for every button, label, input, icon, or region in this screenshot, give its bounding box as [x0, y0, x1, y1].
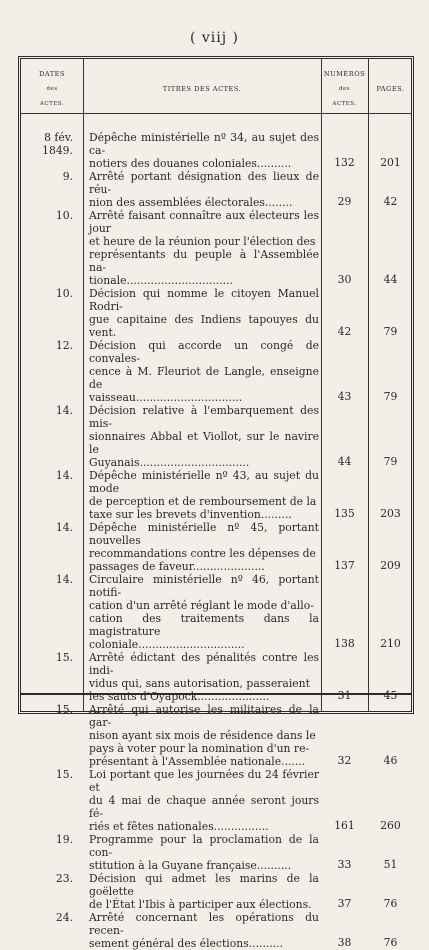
- act-title-line: notiers des douanes coloniales..........: [89, 157, 292, 170]
- act-number: 37: [337, 897, 352, 910]
- act-number: 29: [337, 195, 352, 208]
- act-number: 30: [337, 273, 352, 286]
- act-date: 14.: [55, 469, 73, 482]
- table-body: [21, 131, 411, 950]
- act-title-line: Arrêté qui autorise les militaires de la gar-: [89, 703, 319, 729]
- act-date: 12.: [55, 339, 73, 352]
- act-title-line: Dépêche ministérielle nº 34, au sujet des ca-: [89, 131, 319, 157]
- act-number: 44: [337, 455, 352, 468]
- page-ref: 51: [383, 858, 398, 871]
- act-title: [89, 768, 319, 833]
- index-table: [18, 56, 414, 950]
- act-title-line: cation des traitements dans la magistrature: [89, 612, 319, 638]
- page-ref: 44: [383, 273, 398, 286]
- act-title-line: vidus qui, sans autorisation, passeraient: [89, 677, 310, 690]
- act-number: 138: [334, 637, 355, 650]
- act-title-line: Arrêté édictant des pénalités contre les indi-: [89, 651, 319, 677]
- act-title-line: taxe sur les brevets d'invention.........: [89, 508, 292, 521]
- act-title: [89, 339, 319, 404]
- act-title-line: vaisseau...............................: [89, 391, 243, 404]
- table-row: [21, 703, 411, 768]
- act-date: 15.: [55, 651, 73, 664]
- act-title: [89, 573, 319, 651]
- table-row: [21, 768, 411, 833]
- act-number: 43: [337, 390, 352, 403]
- act-title-line: Arrêté faisant connaître aux électeurs les jour: [89, 209, 319, 235]
- act-title: [89, 911, 319, 950]
- act-date: 10.: [55, 209, 73, 222]
- act-title-line: représentants du peuple à l'Assemblée na-: [89, 248, 319, 274]
- act-title-line: Loi portant que les journées du 24 février et: [89, 768, 319, 794]
- act-date: 10.: [55, 287, 73, 300]
- act-title-line: coloniale...............................: [89, 638, 245, 651]
- header-pages: PAGES.: [376, 85, 405, 93]
- act-title: [89, 404, 319, 469]
- table-row: [21, 833, 411, 872]
- act-number: 33: [337, 858, 352, 871]
- act-title-line: Décision qui admet les marins de la goëlette: [89, 872, 319, 898]
- act-title: [89, 521, 319, 573]
- page-ref: 79: [383, 390, 398, 403]
- act-title-line: Guyanais................................: [89, 456, 250, 469]
- act-title-line: de l'État l'Ibis à participer aux élections.: [89, 898, 312, 911]
- page-ref: 260: [380, 819, 401, 832]
- act-date: 14.: [55, 573, 73, 586]
- act-title: [89, 287, 319, 339]
- page-ref: 203: [380, 507, 401, 520]
- act-title-line: cence à M. Fleuriot de Langle, enseigne de: [89, 365, 319, 391]
- table-row: [21, 872, 411, 911]
- page-ref: 79: [383, 455, 398, 468]
- act-title-line: Dépêche ministérielle nº 45, portant nouvelles: [89, 521, 319, 547]
- act-title-line: cation d'un arrêté réglant le mode d'allo-: [89, 599, 314, 612]
- act-date: 14.: [55, 521, 73, 534]
- table-row: [21, 651, 411, 703]
- act-number: 132: [334, 156, 355, 169]
- header-titles: TITRES DES ACTES.: [162, 85, 242, 93]
- act-title: [89, 703, 319, 768]
- table-row: [21, 287, 411, 339]
- act-title-line: recommandations contre les dépenses de: [89, 547, 316, 560]
- act-title-line: les sauts d'Oyapock.....................: [89, 690, 270, 703]
- act-title-line: Arrêté concernant les opérations du recen-: [89, 911, 319, 937]
- act-number: 38: [337, 936, 352, 949]
- table-row: [21, 209, 411, 287]
- act-number: 42: [337, 325, 352, 338]
- act-title-line: Programme pour la proclamation de la con-: [89, 833, 319, 859]
- act-number: 32: [337, 754, 352, 767]
- page-ref: 79: [383, 325, 398, 338]
- act-number: 31: [337, 689, 352, 702]
- page-ref: 201: [380, 156, 401, 169]
- act-date: 9.: [62, 170, 73, 183]
- page-ref: 76: [383, 936, 398, 949]
- act-title-line: sionnaires Abbal et Viollot, sur le navire le: [89, 430, 319, 456]
- act-date: 14.: [55, 404, 73, 417]
- page-ref: 76: [383, 897, 398, 910]
- act-title: [89, 131, 319, 170]
- header-rule: [21, 113, 411, 114]
- act-title-line: Arrêté portant désignation des lieux de réu-: [89, 170, 319, 196]
- table-row: [21, 469, 411, 521]
- act-title: [89, 833, 319, 872]
- act-title-line: pays à voter pour la nomination d'un re-: [89, 742, 310, 755]
- page-ref: 42: [383, 195, 398, 208]
- act-title-line: stitution à la Guyane française..........: [89, 859, 292, 872]
- act-number: 161: [334, 819, 355, 832]
- table-row: [21, 521, 411, 573]
- act-date: 23.: [55, 872, 73, 885]
- act-title-line: gue capitaine des Indiens tapouyes du vent.: [89, 313, 319, 339]
- act-title-line: Décision relative à l'embarquement des mis-: [89, 404, 319, 430]
- act-title: [89, 469, 319, 521]
- table-row: [21, 404, 411, 469]
- header-numbers: NUMÉROS des ACTES.: [323, 70, 366, 107]
- act-date: 15.: [55, 768, 73, 781]
- bottom-rule: [21, 693, 411, 695]
- act-date: 8 fév. 1849.: [42, 131, 73, 157]
- page-ref: 45: [383, 689, 398, 702]
- act-title: [89, 209, 319, 287]
- act-title-line: passages de faveur.....................: [89, 560, 265, 573]
- act-title-line: nison ayant six mois de résidence dans le: [89, 729, 316, 742]
- act-title-line: présentant à l'Assemblée nationale.......: [89, 755, 306, 768]
- act-title-line: sement général des élections..........: [89, 937, 284, 950]
- act-title-line: Circulaire ministérielle nº 46, portant notifi-: [89, 573, 319, 599]
- act-date: 24.: [55, 911, 73, 924]
- page-ref: 209: [380, 559, 401, 572]
- act-title: [89, 651, 319, 703]
- act-title-line: du 4 mai de chaque année seront jours fé-: [89, 794, 319, 820]
- table-row: [21, 339, 411, 404]
- table-row: [21, 573, 411, 651]
- page-number: ( viij ): [189, 30, 240, 46]
- page-ref: 46: [383, 754, 398, 767]
- act-date: 19.: [55, 833, 73, 846]
- act-title-line: nion des assemblées électorales........: [89, 196, 293, 209]
- table-row: [21, 911, 411, 950]
- table-row: [21, 131, 411, 170]
- act-title: [89, 872, 319, 911]
- act-date: 15.: [55, 703, 73, 716]
- act-number: 137: [334, 559, 355, 572]
- act-number: 135: [334, 507, 355, 520]
- table-row: [21, 170, 411, 209]
- header-dates: DATES des ACTES.: [39, 70, 65, 107]
- act-title-line: riés et fêtes nationales................: [89, 820, 269, 833]
- act-title: [89, 170, 319, 209]
- act-title-line: Dépêche ministérielle nº 43, au sujet du mode: [89, 469, 319, 495]
- act-title-line: et heure de la réunion pour l'élection des: [89, 235, 316, 248]
- act-title-line: Décision qui nomme le citoyen Manuel Rodri-: [89, 287, 319, 313]
- act-title-line: tionale...............................: [89, 274, 233, 287]
- act-title-line: Décision qui accorde un congé de convales-: [89, 339, 319, 365]
- page-ref: 210: [380, 637, 401, 650]
- act-title-line: de perception et de remboursement de la: [89, 495, 317, 508]
